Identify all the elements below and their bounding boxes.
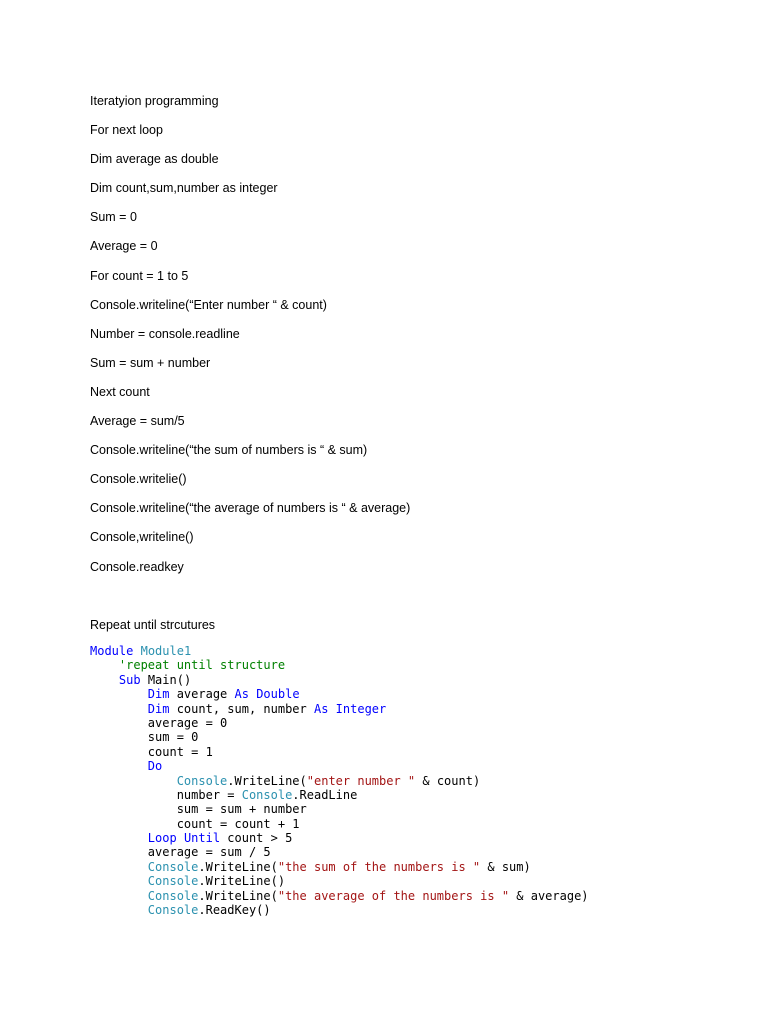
code-text: & average) [509,888,589,903]
code-line [90,788,589,802]
paragraph: Dim average as double [90,152,219,167]
code-text [133,644,140,658]
paragraph: Dim count,sum,number as integer [90,181,278,196]
paragraph: Number = console.readline [90,326,240,341]
code-text: .ReadLine [292,787,358,802]
code-line [90,745,589,759]
code-text: .WriteLine( [198,888,278,903]
code-line [90,845,589,859]
paragraph: For count = 1 to 5 [90,268,189,283]
code-line [90,889,589,903]
code-line [90,658,589,672]
paragraph: Console.writeline(“the average of numbers is “ & average) [90,501,411,516]
code-text: average [169,687,235,702]
code-type: Module1 [140,644,192,658]
code-text [90,658,119,672]
code-line [90,644,589,658]
code-keyword: As [234,687,249,702]
code-line [90,817,589,831]
code-keyword: Module [90,644,134,658]
code-text: .WriteLine( [198,859,278,874]
code-keyword: As [313,701,329,716]
code-text [90,903,148,917]
code-text: count = 1 [90,744,213,759]
code-text: Main() [140,672,192,687]
code-keyword: Double [256,687,300,702]
code-type: Console [176,773,228,788]
paragraph: Console.writeline(“the sum of numbers is “ & sum) [90,443,368,458]
code-keyword: Integer [335,701,387,716]
code-text: & sum) [480,859,531,874]
code-line [90,802,589,816]
code-line [90,874,589,888]
code-line [90,831,589,845]
code-comment: 'repeat until structure [118,658,286,673]
section-heading: Repeat until strcutures [90,618,216,632]
code-line [90,687,589,701]
paragraph: For next loop [90,123,163,138]
paragraph: Sum = sum + number [90,355,211,370]
code-type: Console [147,888,199,903]
code-text: count = count + 1 [90,816,300,831]
code-type: Console [147,903,199,918]
paragraph: Sum = 0 [90,210,137,225]
code-text [90,759,148,773]
code-text: .ReadKey() [198,903,271,918]
code-text: sum = sum + number [90,802,307,817]
code-text [90,874,148,888]
code-text: sum = 0 [90,730,199,745]
code-text: number = [90,787,242,802]
code-text: & count) [415,773,481,788]
paragraph: Average = 0 [90,239,158,254]
code-keyword: Do [147,759,163,774]
code-text [328,702,335,716]
code-text: average = sum / 5 [90,845,271,860]
paragraph: Average = sum/5 [90,414,185,429]
code-text [177,831,184,845]
code-line [90,759,589,773]
code-string: "the average of the numbers is " [277,888,510,903]
code-keyword: Dim [147,701,170,716]
code-keyword: Dim [147,687,170,702]
code-line [90,730,589,744]
paragraph: Console,writeline() [90,530,194,545]
document-title: Iteratyion programming [90,94,219,108]
code-text [90,702,148,716]
paragraph: Console.readkey [90,559,184,574]
code-text: average = 0 [90,715,228,730]
code-string: "the sum of the numbers is " [277,859,481,874]
code-text [90,673,119,687]
code-line [90,673,589,687]
code-type: Console [147,874,199,889]
code-line [90,860,589,874]
code-text [90,774,177,788]
code-keyword: Until [183,831,221,846]
code-text [90,831,148,845]
code-text [90,860,148,874]
code-keyword: Sub [118,672,141,687]
code-line [90,716,589,730]
code-type: Console [147,859,199,874]
paragraph: Console.writelie() [90,472,187,487]
code-type: Console [241,787,293,802]
code-line [90,702,589,716]
code-text: .WriteLine() [198,874,286,889]
code-text [90,687,148,701]
paragraph: Next count [90,384,150,399]
code-string: "enter number " [306,773,416,788]
code-keyword: Loop [147,831,177,846]
code-block [90,644,589,917]
code-text [90,889,148,903]
code-text: count, sum, number [169,701,314,716]
code-text: count > 5 [220,831,293,846]
code-line [90,774,589,788]
code-text: .WriteLine( [227,773,307,788]
code-line [90,903,589,917]
paragraph: Console.writeline(“Enter number “ & count) [90,297,327,312]
document-body [90,93,710,588]
